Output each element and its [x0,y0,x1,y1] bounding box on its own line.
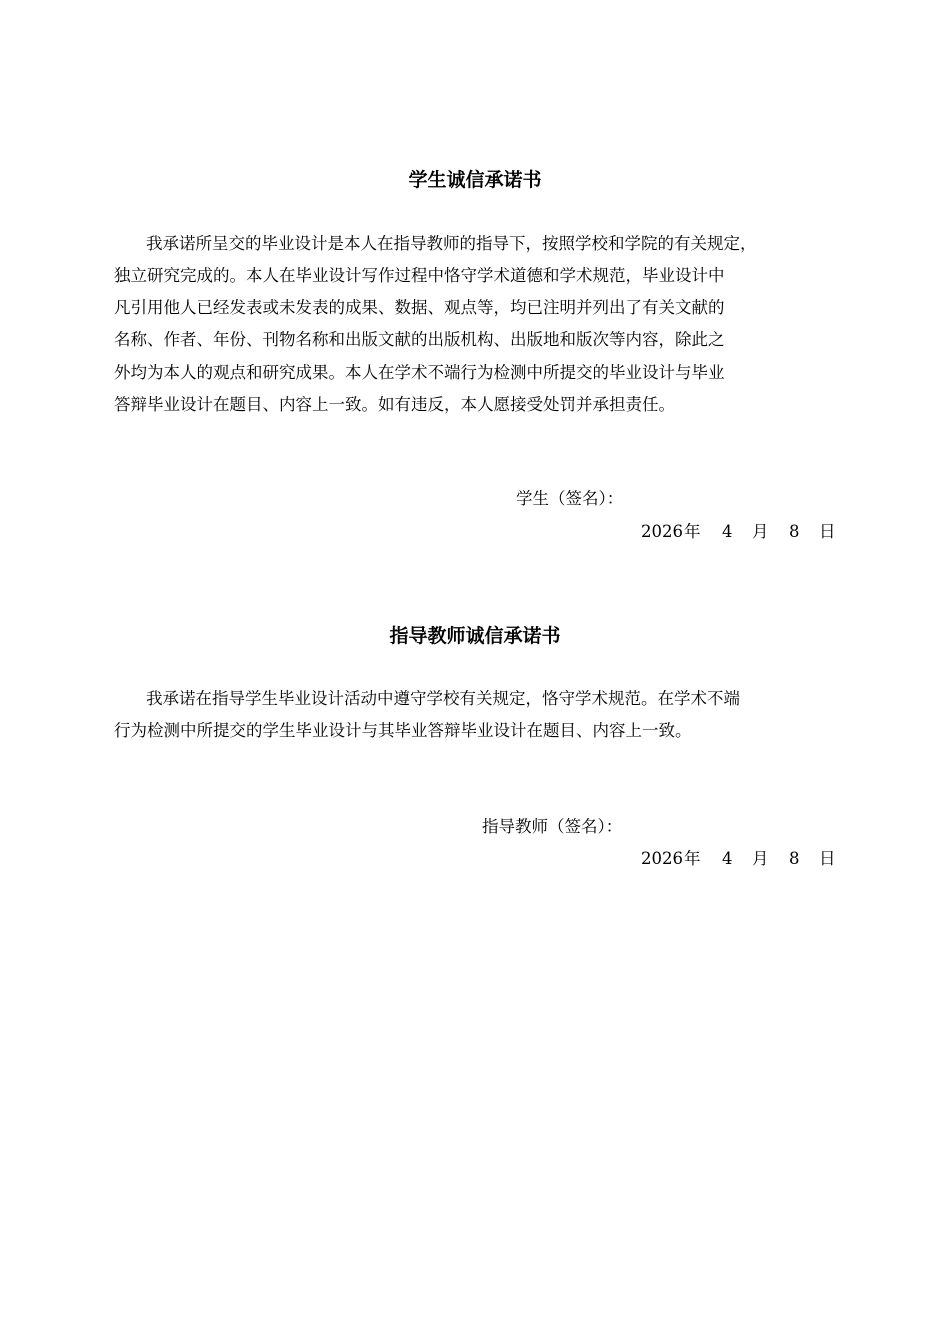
student-date [0,521,950,545]
teacher-date-year-unit: 年 [684,849,701,868]
student-pledge-line-4: 名称、作者、年份、刊物名称和出版文献的出版机构、出版地和版次等内容，除此之 [114,330,725,349]
student-pledge-title: 学生诚信承诺书 [408,169,542,191]
student-date-month-unit: 月 [752,522,769,541]
teacher-date [0,848,950,872]
student-pledge-line-1: 我承诺所呈交的毕业设计是本人在指导教师的指导下，按照学校和学院的有关规定， [146,234,757,253]
student-pledge-line-6: 答辩毕业设计在题目、内容上一致。如有违反，本人愿接受处罚并承担责任。 [114,395,675,414]
teacher-pledge-title: 指导教师诚信承诺书 [389,625,561,647]
student-date-year: 2026 [641,522,683,541]
student-date-year-unit: 年 [684,522,701,541]
teacher-date-day: 8 [789,849,800,868]
teacher-date-month: 4 [722,849,733,868]
student-pledge-line-3: 凡引用他人已经发表或未发表的成果、数据、观点等，均已注明并列出了有关文献的 [114,298,725,317]
student-date-day: 8 [789,522,800,541]
teacher-pledge-line-1: 我承诺在指导学生毕业设计活动中遵守学校有关规定，恪守学术规范。在学术不端 [146,689,740,708]
student-date-day-unit: 日 [819,522,836,541]
teacher-date-day-unit: 日 [819,849,836,868]
teacher-date-year: 2026 [641,849,683,868]
student-pledge-line-5: 外均为本人的观点和研究成果。本人在学术不端行为检测中所提交的毕业设计与毕业 [114,363,725,382]
teacher-signature-label: 指导教师（签名）： [482,817,623,836]
teacher-date-month-unit: 月 [752,849,769,868]
student-date-month: 4 [722,522,733,541]
teacher-pledge-line-2: 行为检测中所提交的学生毕业设计与其毕业答辩毕业设计在题目、内容上一致。 [114,721,692,740]
student-pledge-line-2: 独立研究完成的。本人在毕业设计写作过程中恪守学术道德和学术规范，毕业设计中 [114,266,725,285]
student-signature-label: 学生（签名）： [516,489,624,508]
